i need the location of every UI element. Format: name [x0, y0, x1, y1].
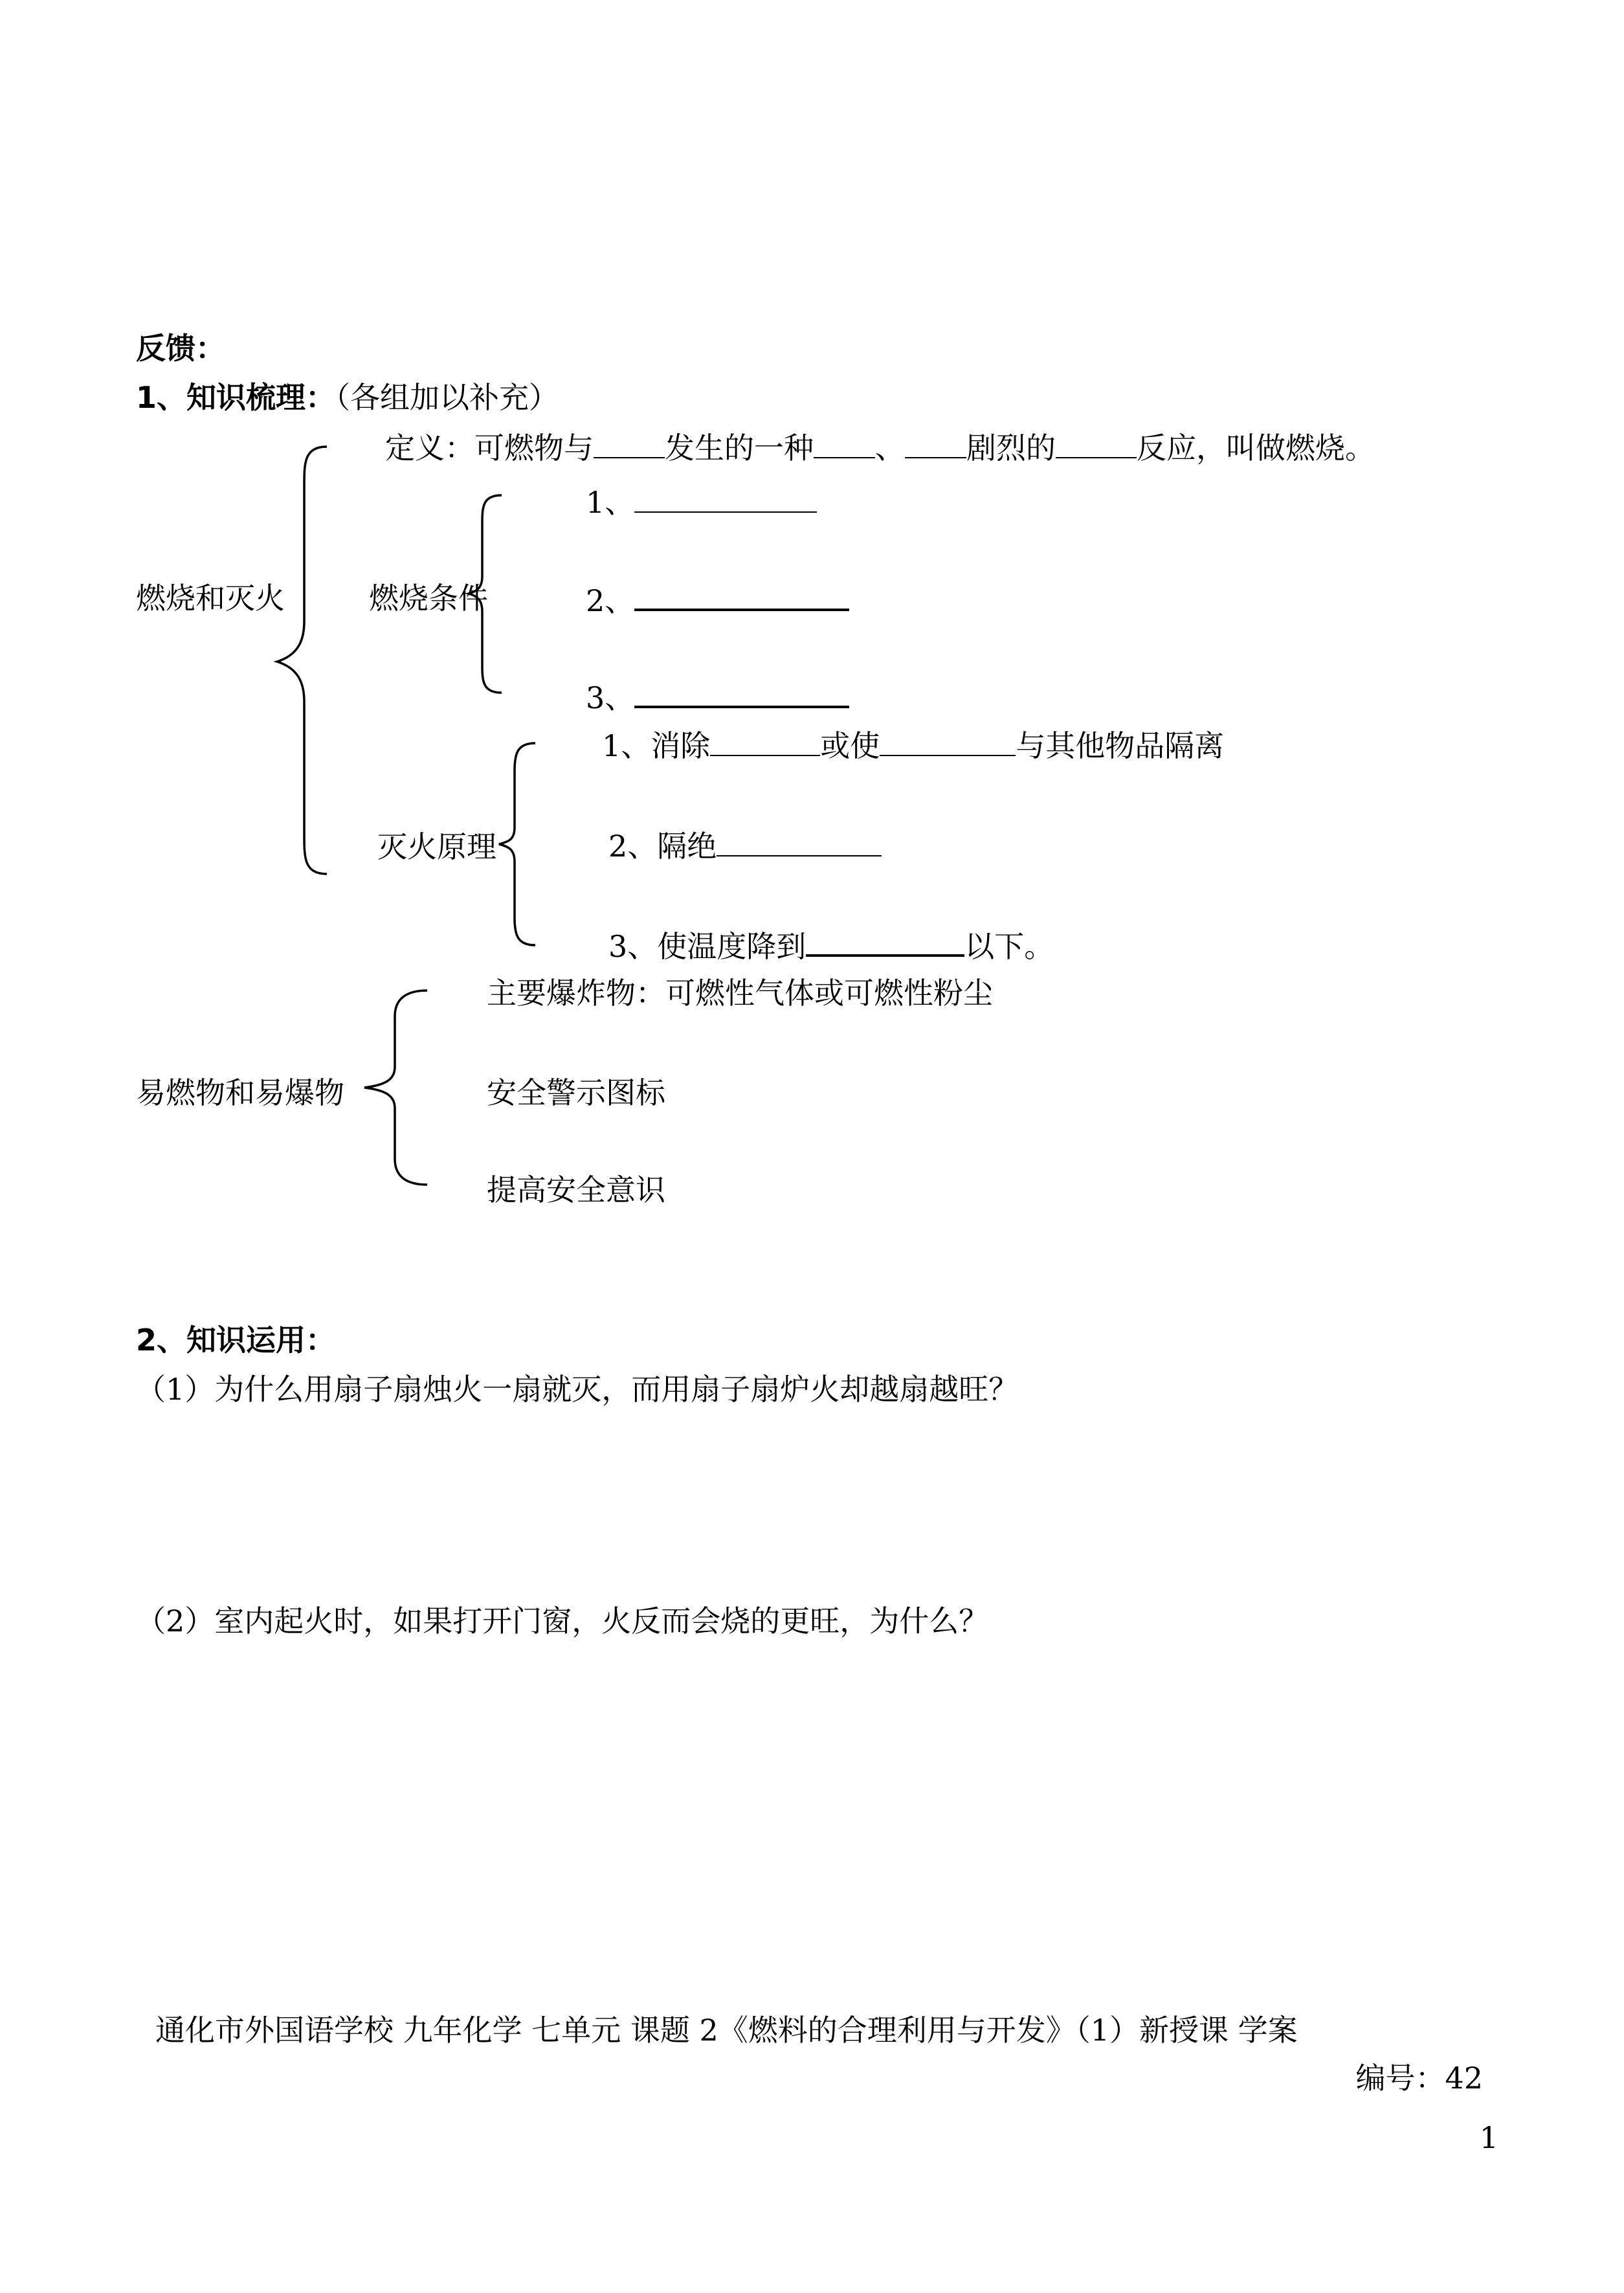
explosive-item-1: 主要爆炸物：可燃性气体或可燃性粉尘	[487, 976, 993, 1011]
footer-line-1: 通化市外国语学校 九年化学 七单元 课题 2《燃料的合理利用与开发》（1）新授课 学案	[155, 2013, 1298, 2048]
principle-3-text-2: 以下。	[964, 929, 1054, 964]
condition-number-2: 2、	[586, 583, 635, 618]
definition-text-3: 、	[875, 431, 905, 465]
explosive-item-2: 安全警示图标	[487, 1075, 665, 1110]
section1-note: （各组加以补充）	[335, 380, 559, 415]
condition-blank-3[interactable]	[634, 676, 849, 708]
definition-text-1: 定义：可燃物与	[385, 431, 594, 465]
condition-number-1: 1、	[586, 485, 635, 520]
principle-1-blank-1[interactable]	[710, 725, 820, 756]
principle-1-text-3: 与其他物品隔离	[1016, 728, 1225, 763]
conditions-brace	[466, 495, 505, 693]
condition-item-2	[586, 579, 849, 620]
principle-item-3	[608, 924, 1054, 966]
principle-2-blank-1[interactable]	[717, 825, 882, 856]
condition-blank-2[interactable]	[634, 579, 849, 611]
feedback-heading: 反馈：	[136, 331, 225, 366]
condition-item-3	[586, 676, 849, 717]
definition-line	[385, 427, 1375, 467]
principle-item-1	[602, 725, 1224, 765]
page-number: 1	[1479, 2120, 1498, 2155]
definition-text-4: 剧烈的	[966, 431, 1056, 465]
principle-2-text-1: 2、隔绝	[608, 829, 717, 864]
explosives-brace	[359, 990, 430, 1185]
section2-title: 2、知识运用：	[136, 1323, 336, 1358]
definition-blank-3[interactable]	[905, 427, 966, 458]
explosives-label: 易燃物和易爆物	[136, 1075, 344, 1110]
section1-heading	[136, 378, 559, 417]
principle-1-blank-2[interactable]	[880, 725, 1016, 756]
condition-blank-1[interactable]	[634, 482, 817, 513]
definition-blank-4[interactable]	[1056, 427, 1137, 458]
question-2: （2）室内起火时，如果打开门窗，火反而会烧的更旺，为什么？	[136, 1604, 989, 1639]
definition-text-5: 反应，叫做燃烧。	[1137, 431, 1375, 465]
principles-label: 灭火原理	[377, 829, 496, 864]
principle-3-blank-1[interactable]	[806, 924, 964, 957]
question-1: （1）为什么用扇子扇烛火一扇就灭，而用扇子扇炉火却越扇越旺？	[136, 1372, 1019, 1407]
definition-blank-1[interactable]	[594, 427, 665, 458]
conditions-label: 燃烧条件	[369, 581, 488, 616]
definition-blank-2[interactable]	[814, 427, 875, 458]
principle-item-2	[608, 825, 882, 866]
principle-1-text-2: 或使	[820, 728, 880, 763]
main-topic-brace	[272, 447, 337, 874]
principle-1-text-1: 1、消除	[602, 728, 711, 763]
footer-line-2: 编号：42	[1355, 2061, 1483, 2096]
condition-number-3: 3、	[586, 680, 635, 715]
main-topic-label: 燃烧和灭火	[136, 581, 285, 616]
explosive-item-3: 提高安全意识	[487, 1172, 665, 1207]
principle-3-text-1: 3、使温度降到	[608, 929, 806, 964]
definition-text-2: 发生的一种	[665, 431, 814, 465]
principles-brace	[495, 743, 540, 945]
condition-item-1	[586, 482, 817, 522]
section1-title: 1、知识梳理：	[136, 380, 336, 415]
